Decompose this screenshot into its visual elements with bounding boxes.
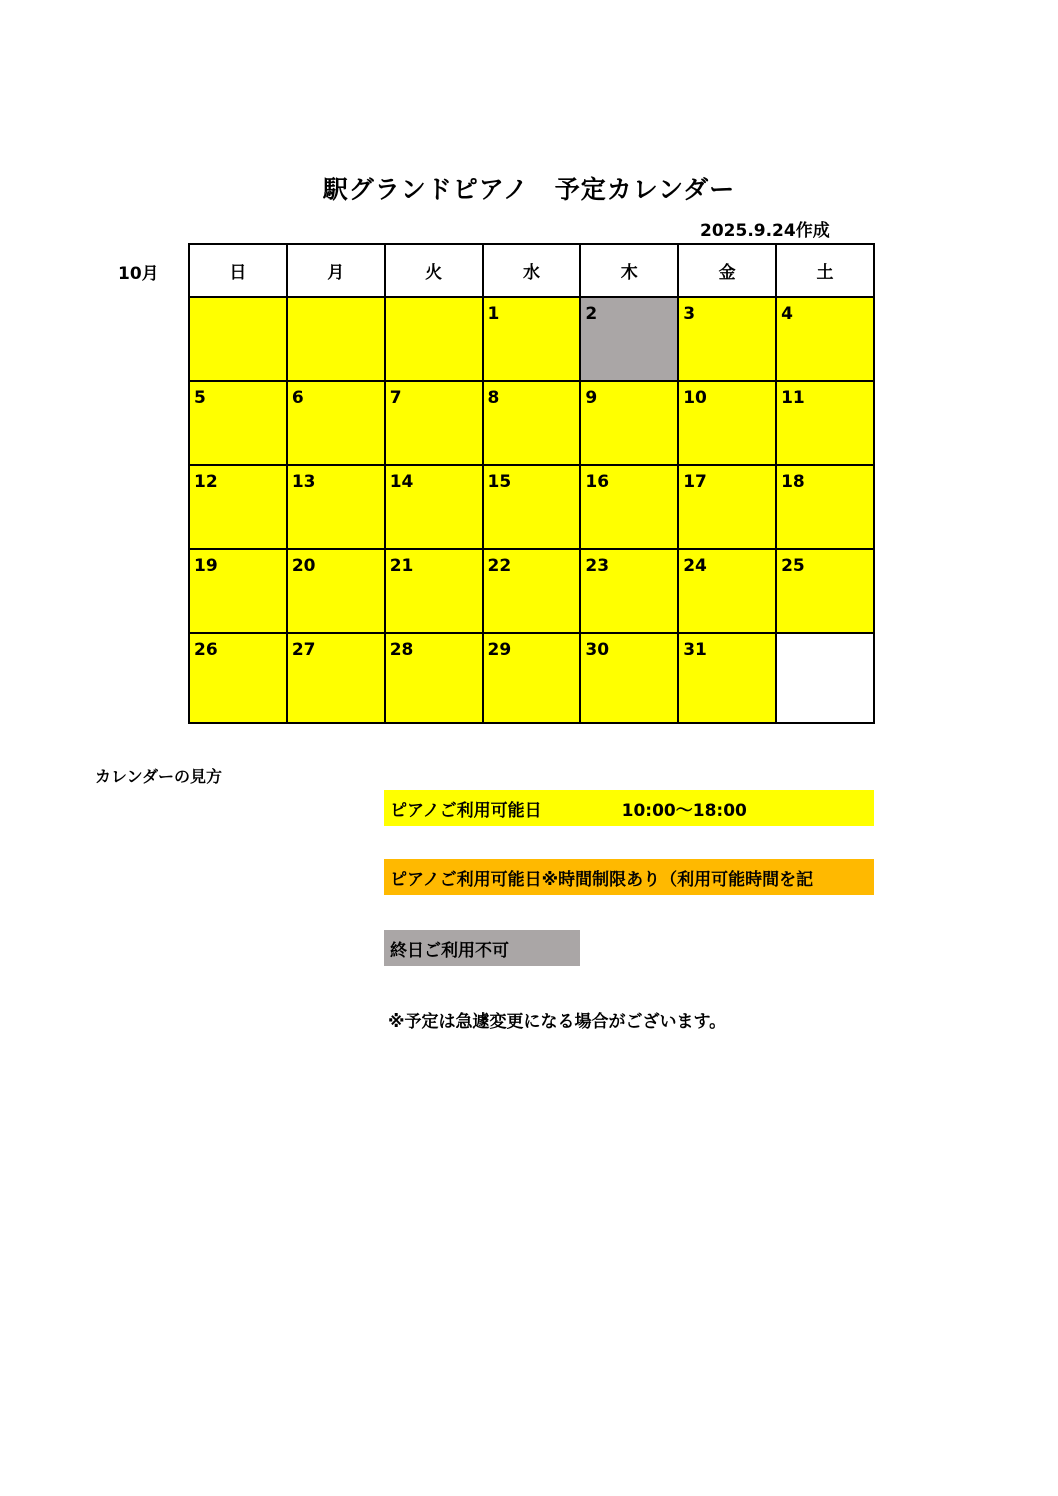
day-cell	[287, 381, 385, 465]
created-date: 2025.9.24作成	[700, 221, 830, 241]
weekday-wed: 水	[483, 244, 581, 297]
day-number: 18	[781, 472, 805, 492]
day-cell	[776, 297, 874, 381]
week-row	[189, 381, 874, 465]
week-row	[189, 633, 874, 723]
day-number: 25	[781, 556, 805, 576]
day-cell	[580, 633, 678, 723]
day-number: 12	[194, 472, 218, 492]
day-cell	[678, 297, 776, 381]
day-cell	[776, 633, 874, 723]
day-number: 14	[389, 472, 414, 492]
legend-heading: カレンダーの見方	[95, 767, 222, 786]
day-number: 2	[585, 304, 598, 324]
day-cell	[287, 297, 385, 381]
day-cell	[189, 633, 287, 723]
day-cell	[580, 549, 678, 633]
legend-available-time: 10:00～18:00	[621, 800, 747, 821]
week-row	[189, 549, 874, 633]
day-number: 11	[781, 388, 805, 408]
day-number: 10	[683, 388, 707, 408]
day-number: 31	[683, 640, 707, 660]
weekday-sat: 土	[776, 244, 874, 297]
day-number: 13	[291, 472, 316, 492]
weekday-header-row	[189, 244, 874, 297]
schedule-note: ※予定は急遽変更になる場合がございます。	[388, 1012, 727, 1032]
day-cell	[385, 381, 483, 465]
day-cell	[678, 549, 776, 633]
weekday-tue: 火	[385, 244, 483, 297]
day-cell	[287, 465, 385, 549]
weekday-thu: 木	[580, 244, 678, 297]
day-number: 22	[487, 556, 512, 576]
legend-limited-label: ピアノご利用可能日※時間制限あり（利用可能時間を記	[390, 869, 814, 890]
day-cell	[483, 297, 581, 381]
day-number: 9	[585, 388, 598, 408]
day-cell	[287, 549, 385, 633]
day-cell	[776, 465, 874, 549]
day-cell	[483, 381, 581, 465]
weekday-mon: 月	[287, 244, 385, 297]
day-number: 29	[487, 640, 512, 660]
day-cell	[385, 549, 483, 633]
day-number: 16	[585, 472, 610, 492]
day-cell	[189, 297, 287, 381]
day-cell	[483, 633, 581, 723]
day-number: 21	[389, 556, 414, 576]
day-number: 19	[194, 556, 218, 576]
legend-closed	[384, 930, 580, 966]
day-number: 28	[389, 640, 414, 660]
day-number: 15	[487, 472, 512, 492]
day-cell	[483, 465, 581, 549]
legend-limited	[384, 859, 874, 895]
day-cell	[385, 297, 483, 381]
day-number: 17	[683, 472, 707, 492]
day-cell	[385, 633, 483, 723]
day-cell	[678, 465, 776, 549]
day-number: 30	[585, 640, 610, 660]
day-number	[777, 634, 873, 640]
day-number: 3	[683, 304, 696, 324]
day-number: 27	[291, 640, 316, 660]
day-cell	[678, 633, 776, 723]
day-number: 7	[389, 388, 402, 408]
day-cell	[385, 465, 483, 549]
week-row	[189, 297, 874, 381]
day-cell	[287, 633, 385, 723]
day-cell	[678, 381, 776, 465]
legend-available-label: ピアノご利用可能日	[390, 800, 542, 821]
day-number: 23	[585, 556, 610, 576]
day-number: 20	[291, 556, 316, 576]
day-cell	[776, 381, 874, 465]
day-number: 4	[781, 304, 793, 324]
day-cell	[776, 549, 874, 633]
weekday-sun: 日	[189, 244, 287, 297]
week-row	[189, 465, 874, 549]
weekday-fri: 金	[678, 244, 776, 297]
month-label: 10月	[118, 264, 159, 284]
day-cell	[189, 549, 287, 633]
day-cell	[189, 381, 287, 465]
legend-available	[384, 790, 874, 826]
day-number	[190, 298, 286, 304]
day-cell	[580, 381, 678, 465]
day-number: 6	[291, 388, 304, 408]
day-number: 1	[487, 304, 500, 324]
calendar-table	[188, 243, 875, 724]
day-number: 24	[683, 556, 707, 576]
legend-closed-label: 終日ご利用不可	[390, 940, 509, 961]
day-number: 8	[487, 388, 500, 408]
day-number: 26	[194, 640, 218, 660]
day-number	[386, 298, 482, 304]
day-cell	[580, 465, 678, 549]
day-cell	[189, 465, 287, 549]
page-title: 駅グランドピアノ 予定カレンダー	[322, 175, 736, 204]
day-number	[288, 298, 384, 304]
day-cell	[483, 549, 581, 633]
day-cell	[580, 297, 678, 381]
day-number: 5	[194, 388, 206, 408]
